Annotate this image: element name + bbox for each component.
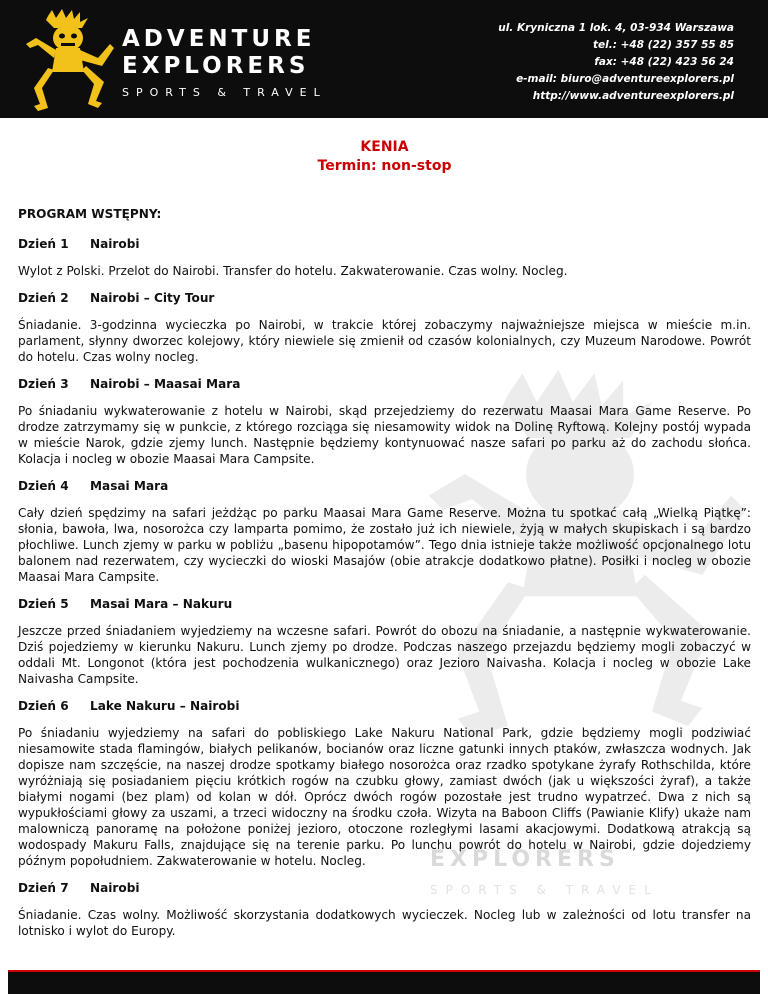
day-5-place: Masai Mara – Nakuru (90, 597, 233, 611)
day-4-label: Dzień 4 (18, 479, 69, 493)
program-heading: PROGRAM WSTĘPNY: (18, 207, 162, 221)
brand-logo (122, 26, 327, 99)
watermark-tagline: SPORTS & TRAVEL (430, 883, 659, 897)
day-6-heading (18, 698, 751, 714)
document-title (18, 138, 751, 176)
contact-address: ul. Kryniczna 1 lok. 4, 03-934 Warszawa (498, 22, 734, 34)
day-7-text: Śniadanie. Czas wolny. Możliwość skorzystania dodatkowych wycieczek. Nocleg lub w zależności od lotu transfer na lotnisko i wylot do Europy. (18, 908, 751, 938)
contact-email: e-mail: biuro@adventureexplorers.pl (516, 73, 734, 85)
title-term: Termin: non-stop (317, 158, 452, 174)
day-2-label: Dzień 2 (18, 291, 69, 305)
day-3-text: Po śniadaniu wykwaterowanie z hotelu w Nairobi, skąd przejedziemy do rezerwatu Maasai Mara Game Reserve. Po drodze zatrzymamy się w punkcie, z którego rozciąga się niesamowity widok na Dolinę Ryftową. Kolejny postój wypada w mieście Narok, gdzie zjemy lunch. Następnie będziemy kontynuować nasze safari po parku aż do zachodu słońca. Kolacja i nocleg w obozie Maasai Mara Campsite. (18, 404, 751, 466)
contact-phone: tel.: +48 (22) 357 55 85 (593, 39, 734, 51)
title-country: KENIA (360, 139, 409, 155)
day-6-text: Po śniadaniu wyjedziemy na safari do pobliskiego Lake Nakuru National Park, gdzie będziemy mogli podziwiać niesamowite stada flamingów, białych pelikanów, bocianów oraz liczne gatunki innych ptaków, zwłaszcza wodnych. Jak dopisze nam szczęście, na naszej drodze spotkamy białego nosorożca oraz rzadko spotykane żyrafy Rothschilda, które wyróżniają się posiadaniem pięciu krótkich rogów na czubku głowy, zamiast dwóch (jak u większości żyraf), a także białymi nogami (bez plam) od kolan w dół. Oprócz dwóch rogów pozostałe jest trudno wypatrzeć. Dwa z nich są wypukłościami głowy za uszami, a trzeci widoczny na środku czoła. Wizyta na Baboon Cliffs (Pawianie Klify) ukaże nam malowniczą panoramę na położone poniżej jezioro, otoczone rozległymi lasami akacjowymi. Dodatkową atrakcją są wodospady Makuru Falls, znajdujące się na terenie parku. Po lunchu powrót do hotelu w Nairobi, gdzie dojedziemy późnym popołudniem. Zakwaterowanie w hotelu. Nocleg. (18, 726, 751, 868)
day-2-text: Śniadanie. 3-godzinna wycieczka po Nairobi, w trakcie której zobaczymy najważniejsze miejsca w mieście m.in. parlament, słynny dworzec kolejowy, który niewiele się zmienił od czasów kolonialnych, czy Muzeum Narodowe. Powrót do hotelu. Czas wolny nocleg. (18, 318, 751, 364)
contact-website: http://www.adventureexplorers.pl (532, 90, 734, 102)
day-7-place: Nairobi (90, 881, 140, 895)
day-5-label: Dzień 5 (18, 597, 69, 611)
day-4-place: Masai Mara (90, 479, 169, 493)
day-3-place: Nairobi – Maasai Mara (90, 377, 241, 391)
contact-fax: fax: +48 (22) 423 56 24 (594, 56, 734, 68)
day-1-text: Wylot z Polski. Przelot do Nairobi. Transfer do hotelu. Zakwaterowanie. Czas wolny. Nocleg. (18, 264, 568, 278)
day-2-heading (18, 290, 751, 306)
day-6-label: Dzień 6 (18, 699, 69, 713)
watermark-brand: EXPLORERS (430, 847, 620, 872)
day-4-heading (18, 478, 751, 494)
day-1-label: Dzień 1 (18, 237, 69, 251)
day-3-label: Dzień 3 (18, 377, 69, 391)
day-4-text: Cały dzień spędzimy na safari jeżdżąc po parku Maasai Mara Game Reserve. Można tu spotkać całą „Wielką Piątkę”: słonia, bawoła, lwa, nosorożca czy lamparta pomimo, że zostało już ich niewiele, żyją w małych skupiskach i są bardzo płochliwe. Lunch zjemy w parku w pobliżu „basenu hipopotamów”. Tego dnia istnieje także możliwość opcjonalnego lotu balonem nad rezerwatem, czy wycieczki do wioski Masajów (obie atrakcje dodatkowo płatne). Posiłki i nocleg w obozie Maasai Mara Campsite. (18, 506, 751, 584)
footer-bar (8, 972, 760, 994)
header-banner (0, 0, 768, 118)
day-6-place: Lake Nakuru – Nairobi (90, 699, 240, 713)
day-7-label: Dzień 7 (18, 881, 69, 895)
day-3-heading (18, 376, 751, 392)
day-7-heading (18, 880, 751, 896)
day-1-place: Nairobi (90, 237, 140, 251)
brand-tagline: SPORTS & TRAVEL (122, 86, 327, 99)
day-2-place: Nairobi – City Tour (90, 291, 215, 305)
logo-figure-icon (18, 8, 118, 113)
day-1-heading (18, 236, 751, 252)
contact-info (498, 20, 734, 105)
day-5-heading (18, 596, 751, 612)
brand-line-2: EXPLORERS (122, 53, 310, 79)
document-body (18, 138, 751, 939)
brand-line-1: ADVENTURE (122, 26, 316, 52)
day-5-text: Jeszcze przed śniadaniem wyjedziemy na wczesne safari. Powrót do obozu na śniadanie, a następnie wykwaterowanie. Dziś pojedziemy w kierunku Nakuru. Lunch zjemy po drodze. Podczas naszego przejazdu będziemy mogli zobaczyć w oddali Mt. Longonot (która jest pochodzenia wulkanicznego) oraz Jezioro Naivasha. Kolacja i nocleg w obozie Lake Naivasha Campsite. (18, 624, 751, 686)
